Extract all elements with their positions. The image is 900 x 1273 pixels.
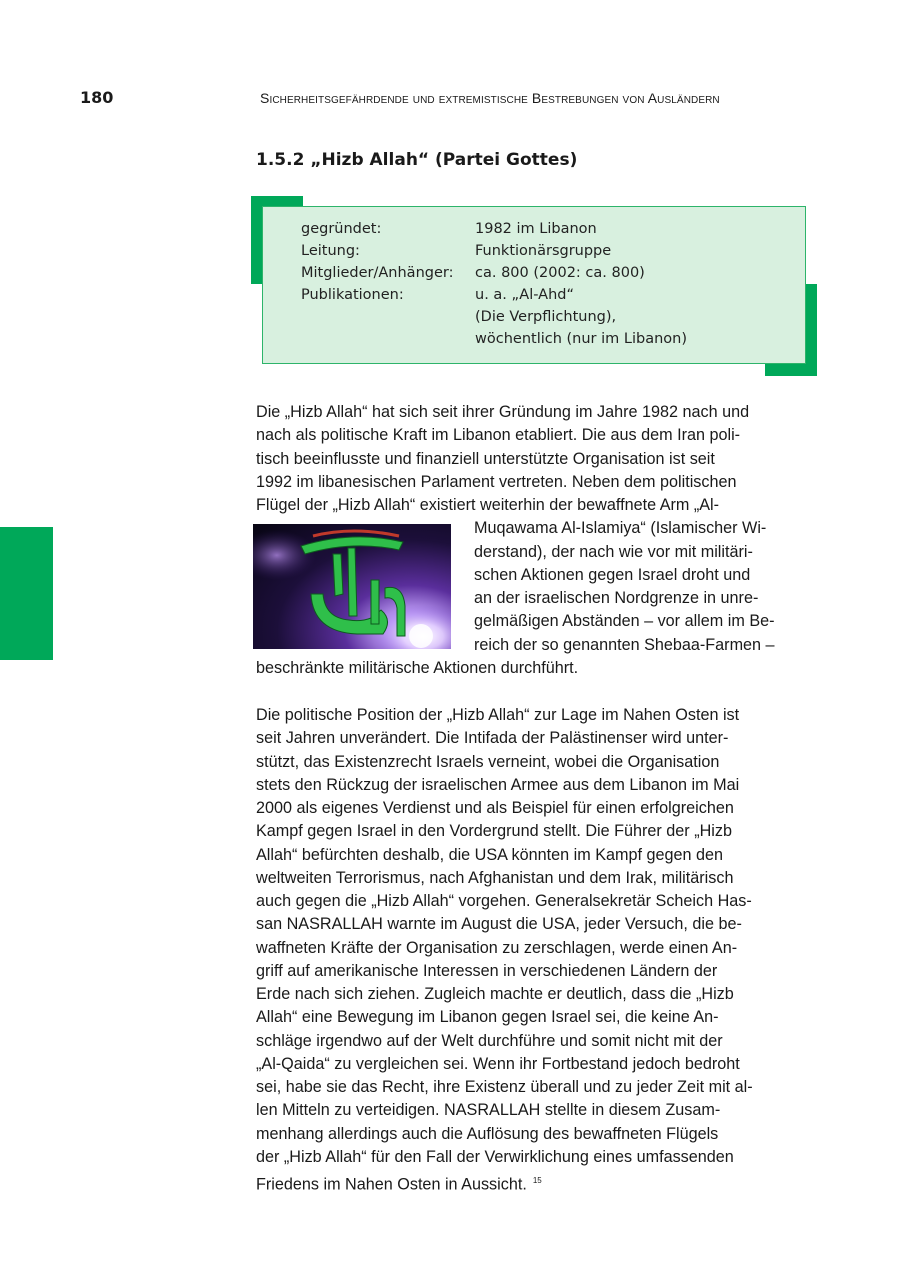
text-line: Allah“ befürchten deshalb, die USA könnten im Kampf gegen den xyxy=(256,845,724,864)
text-line: stets den Rückzug der israelischen Armee aus dem Libanon im Mai xyxy=(256,775,740,794)
text-line: „Al-Qaida“ zu vergleichen sei. Wenn ihr Fortbestand jedoch bedroht xyxy=(256,1054,740,1073)
fact-value: ca. 800 (2002: ca. 800) xyxy=(475,265,645,281)
fact-value: (Die Verpflichtung), xyxy=(475,309,617,325)
text-line: derstand), der nach wie vor mit militäri- xyxy=(474,542,753,561)
text-line: Erde nach sich ziehen. Zugleich machte er deutlich, dass die „Hizb xyxy=(256,985,734,1003)
text-line: Friedens im Nahen Osten in Aussicht. xyxy=(256,1175,527,1194)
text-line: Die politische Position der „Hizb Allah“ zur Lage im Nahen Osten ist xyxy=(256,706,740,724)
text-line: schläge irgendwo auf der Welt durchführe und somit nicht mit der xyxy=(256,1031,723,1050)
text-line: seit Jahren unverändert. Die Intifada der Palästinenser wird unter- xyxy=(256,729,729,748)
text-line: Allah“ eine Bewegung im Libanon gegen Israel sei, die keine An- xyxy=(256,1008,719,1027)
text-line: menhang allerdings auch die Auflösung des bewaffneten Flügels xyxy=(256,1124,719,1143)
footnote-reference[interactable]: 15 xyxy=(532,1176,542,1185)
fact-value: 1982 im Libanon xyxy=(475,221,597,237)
text-line: nach als politische Kraft im Libanon etabliert. Die aus dem Iran poli- xyxy=(256,426,741,445)
text-line: 1992 im libanesischen Parlament vertreten. Neben dem politischen xyxy=(256,472,737,491)
text-line: waffneten Kräfte der Organisation zu zerschlagen, werde einen An- xyxy=(256,938,738,957)
text-line: beschränkte militärische Aktionen durchführt. xyxy=(256,658,579,677)
chapter-side-tab xyxy=(0,527,53,660)
page-number: 180 xyxy=(80,88,114,107)
text-line-last xyxy=(256,1169,816,1197)
paragraph-position xyxy=(256,704,816,1197)
text-line: an der israelischen Nordgrenze in unre- xyxy=(474,589,759,607)
text-line: 2000 als eigenes Verdienst und als Beispiel für einen erfolgreichen xyxy=(256,799,734,817)
text-line: griff auf amerikanische Interessen in verschiedenen Ländern der xyxy=(256,961,718,980)
fact-value: Funktionärsgruppe xyxy=(475,243,612,259)
fact-value: wöchentlich (nur im Libanon) xyxy=(475,331,687,347)
fact-box xyxy=(262,206,806,364)
text-line: san NASRALLAH warnte im August die USA, jeder Versuch, die be- xyxy=(256,915,742,934)
section-heading: 1.5.2 „Hizb Allah“ (Partei Gottes) xyxy=(256,150,578,170)
fact-label: Mitglieder/Anhänger: xyxy=(301,265,454,281)
text-line: weltweiten Terrorismus, nach Afghanistan und dem Irak, militärisch xyxy=(256,868,734,887)
text-line: der „Hizb Allah“ für den Fall der Verwirklichung eines umfassenden xyxy=(256,1147,734,1166)
running-header: Sicherheitsgefährdende und extremistische Bestrebungen von Ausländern xyxy=(260,90,720,106)
text-line: Flügel der „Hizb Allah“ existiert weiterhin der bewaffnete Arm „Al- xyxy=(256,496,720,514)
text-line: schen Aktionen gegen Israel droht und xyxy=(474,565,751,584)
text-line: Kampf gegen Israel in den Vordergrund stellt. Die Führer der „Hizb xyxy=(256,822,732,841)
paragraph-intro xyxy=(256,401,816,680)
text-line: len Mitteln zu verteidigen. NASRALLAH stellte in diesem Zusam- xyxy=(256,1101,721,1120)
fact-value: u. a. „Al-Ahd“ xyxy=(475,287,574,303)
text-line: gelmäßigen Abständen – vor allem im Be- xyxy=(474,612,775,631)
text-line: tisch beeinflusste und finanziell unterstützte Organisation ist seit xyxy=(256,449,715,468)
fact-label: Leitung: xyxy=(301,243,360,259)
text-line: auch gegen die „Hizb Allah“ vorgehen. Generalsekretär Scheich Has- xyxy=(256,892,752,910)
text-line: reich der so genannten Shebaa-Farmen – xyxy=(474,635,775,654)
fact-label: Publikationen: xyxy=(301,287,404,303)
fact-label: gegründet: xyxy=(301,221,382,237)
text-line: sei, habe sie das Recht, ihre Existenz überall und zu jeder Zeit mit al- xyxy=(256,1078,753,1096)
text-line: Muqawama Al-Islamiya“ (Islamischer Wi- xyxy=(474,519,767,538)
text-line: stützt, das Existenzrecht Israels verneint, wobei die Organisation xyxy=(256,752,720,771)
text-line: Die „Hizb Allah“ hat sich seit ihrer Gründung im Jahre 1982 nach und xyxy=(256,403,750,421)
